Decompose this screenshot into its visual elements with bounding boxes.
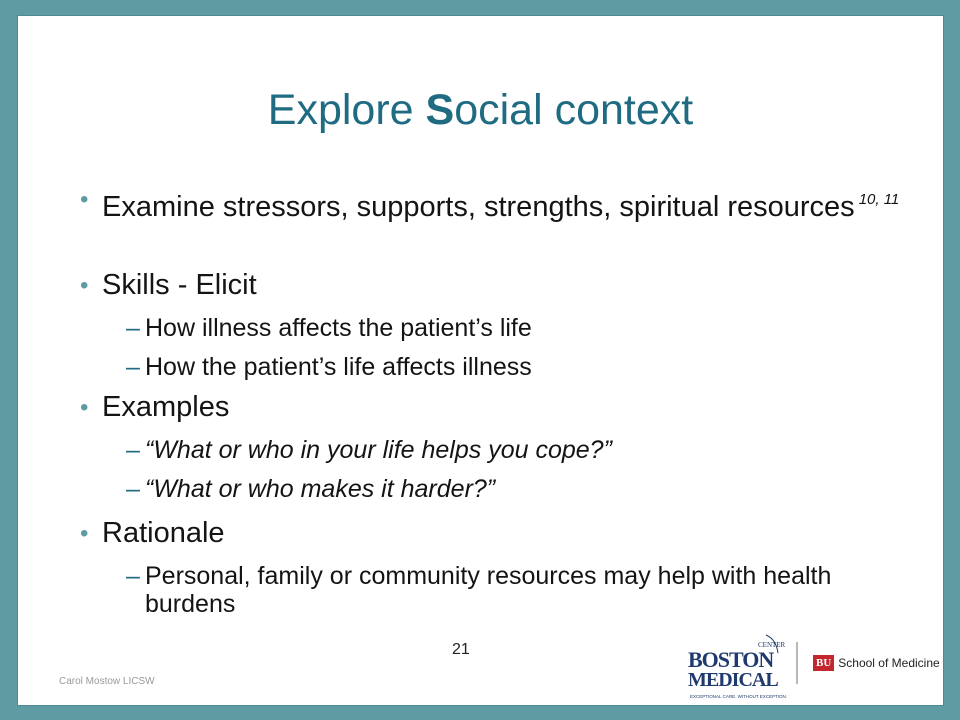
bu-school-of-medicine-logo — [813, 655, 940, 671]
subbullet-text: “What or who makes it harder?” — [145, 475, 496, 503]
subbullet-text: How the patient’s life affects illness — [145, 353, 532, 381]
bullet-marker: • — [80, 186, 89, 213]
subbullet-text: How illness affects the patient’s life — [145, 314, 532, 342]
logo-line2: MEDICAL — [688, 669, 778, 691]
logo-top-text: CENTER — [758, 641, 786, 649]
bu-school-text: School of Medicine — [838, 656, 940, 670]
logo-tagline: EXCEPTIONAL CARE. WITHOUT EXCEPTION. — [690, 694, 788, 699]
page-number: 21 — [452, 641, 470, 658]
boston-medical-center-logo — [666, 631, 806, 701]
subbullet-text: Personal, family or community resources may help with health burdens — [145, 562, 832, 618]
author-credit: Carol Mostow LICSW — [59, 676, 155, 687]
reference-superscript: 10, 11 — [858, 191, 900, 208]
dash-marker: – — [126, 475, 140, 503]
dash-marker: – — [126, 314, 140, 342]
bullet-text: Examples — [102, 391, 230, 423]
bullet-text: Examine stressors, supports, strengths, spiritual resources — [102, 191, 855, 223]
logo-divider — [796, 642, 798, 684]
dash-marker: – — [126, 436, 140, 464]
bullet-text: Rationale — [102, 517, 225, 549]
bullet-marker: • — [80, 394, 89, 421]
dash-marker: – — [126, 562, 140, 590]
title-highlight: S — [425, 86, 455, 134]
logo-line1: BOSTON — [688, 647, 774, 672]
bu-mark: BU — [813, 655, 834, 671]
bullet-marker: • — [80, 272, 89, 299]
subbullet-text: “What or who in your life helps you cope?” — [145, 436, 612, 464]
title-part1: Explore — [267, 86, 426, 134]
bullet-text: Skills - Elicit — [102, 269, 257, 301]
slide-content — [18, 16, 943, 705]
dash-marker: – — [126, 353, 140, 381]
title-part2: ocial context — [454, 86, 694, 134]
bullet-marker: • — [80, 520, 89, 547]
slide — [18, 16, 943, 705]
